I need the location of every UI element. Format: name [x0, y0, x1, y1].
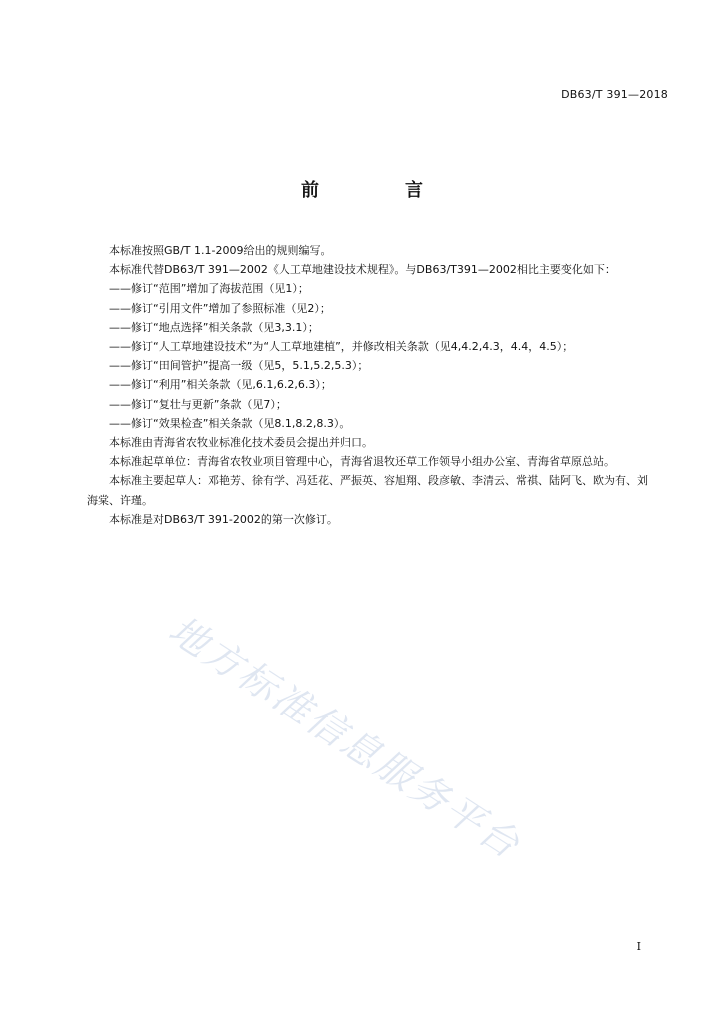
paragraph-replaces: 本标准代替DB63/T 391—2002《人工草地建设技术规程》。与DB63/T391—2002相比主要变化如下：	[109, 263, 616, 277]
list-item: ——修订“田间管护”提高一级（见5，5.1,5.2,5.3）；	[109, 359, 369, 373]
paragraph-proposed-by: 本标准由青海省农牧业标准化技术委员会提出并归口。	[109, 436, 373, 450]
paragraph-drafters: 本标准主要起草人：邓艳芳、徐有学、冯廷花、严振英、容旭翔、段彦敏、李清云、常祺、陆阿飞、欧为有、刘海棠、许瑾。	[87, 474, 648, 507]
paragraph-drafting-units: 本标准起草单位：青海省农牧业项目管理中心，青海省退牧还草工作领导小组办公室、青海省草原总站。	[109, 455, 615, 469]
foreword-body	[87, 241, 658, 529]
list-item: ——修订“范围”增加了海拔范围（见1）；	[109, 282, 309, 296]
paragraph-drafting-rules: 本标准按照GB/T 1.1-2009给出的规则编写。	[109, 244, 332, 257]
page-number: I	[636, 940, 641, 953]
paragraph-revision-note: 本标准是对DB63/T 391-2002的第一次修订。	[109, 512, 338, 526]
page-title: 前 言	[301, 180, 457, 201]
list-item: ——修订“复壮与更新”条款（见7）；	[109, 397, 287, 411]
list-item: ——修订“效果检查”相关条款（见8.1,8.2,8.3）。	[109, 416, 351, 430]
standard-code: DB63/T 391—2018	[561, 88, 668, 101]
list-item: ——修订“引用文件”增加了参照标准（见2）；	[109, 301, 331, 315]
watermark: 地方标准信息服务平台	[161, 607, 529, 868]
list-item: ——修订“人工草地建设技术”为“人工草地建植”，并修改相关条款（见4,4.2,4.3，4.4，4.5）；	[109, 340, 574, 354]
list-item: ——修订“地点选择”相关条款（见3,3.1）；	[109, 320, 319, 334]
list-item: ——修订“利用”相关条款（见,6.1,6.2,6.3）；	[109, 378, 332, 392]
